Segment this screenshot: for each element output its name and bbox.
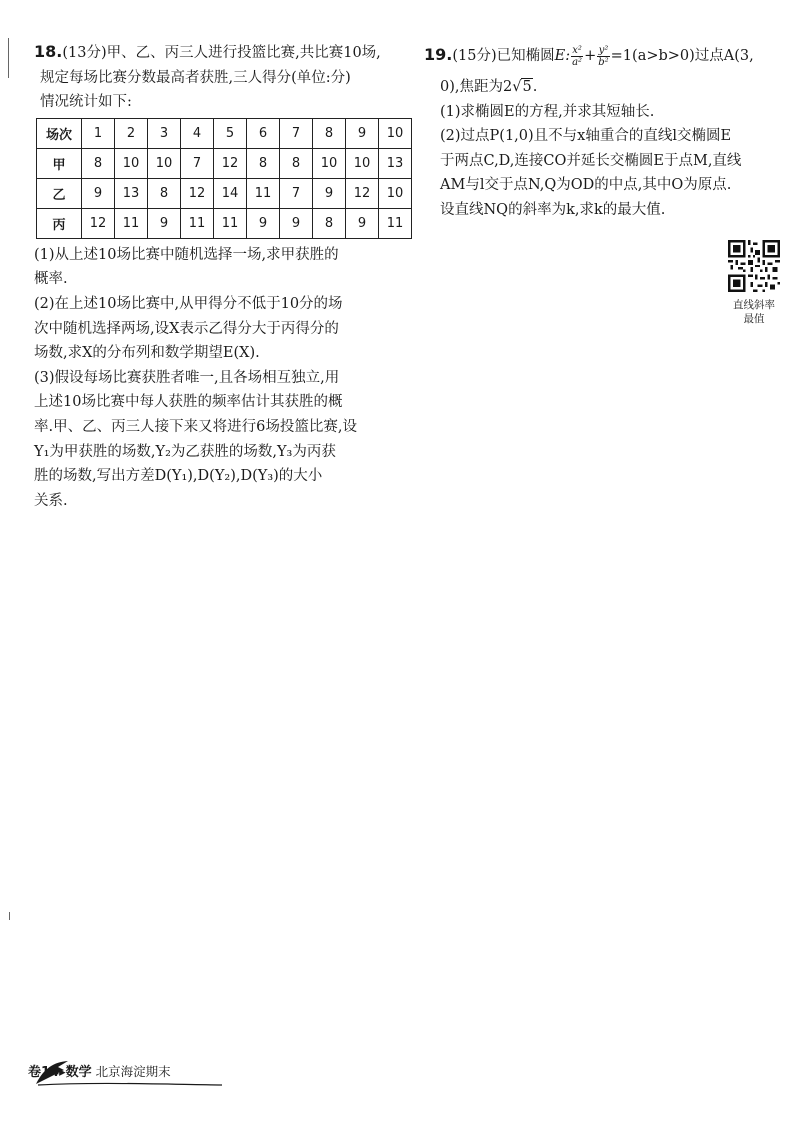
table-cell: 10 bbox=[115, 148, 148, 178]
q18-intro-text-1: (13分)甲、乙、丙三人进行投篮比赛,共比赛10场, bbox=[62, 45, 381, 61]
table-cell: 11 bbox=[379, 208, 412, 238]
table-cell: 2 bbox=[115, 118, 148, 148]
q18-number: 18. bbox=[34, 42, 63, 61]
table-row-label: 甲 bbox=[37, 148, 82, 178]
frac-x2-numerator: x² bbox=[572, 44, 582, 56]
question-19 bbox=[424, 40, 780, 223]
q18-part2-line-1: (2)在上述10场比赛中,从甲得分不低于10分的场 bbox=[34, 295, 343, 312]
table-cell: 9 bbox=[346, 208, 379, 238]
table-cell: 10 bbox=[379, 178, 412, 208]
table-cell: 10 bbox=[346, 148, 379, 178]
table-cell: 6 bbox=[247, 118, 280, 148]
q19-intro-text: (15分)已知椭圆 bbox=[452, 48, 555, 64]
q19-part2-line-2: 于两点C,D,连接CO并延长交椭圆E于点M,直线 bbox=[440, 152, 742, 169]
table-cell: 4 bbox=[181, 118, 214, 148]
q19-ellipse-name: E: bbox=[554, 48, 571, 64]
table-row bbox=[37, 178, 412, 208]
frac-x2-a2 bbox=[571, 45, 583, 68]
q18-part2-line-3: 场数,求X的分布列和数学期望E(X). bbox=[34, 345, 260, 362]
q18-part3-line-3: 率.甲、乙、丙三人接下来又将进行6场投篮比赛,设 bbox=[34, 418, 357, 435]
table-cell: 9 bbox=[148, 208, 181, 238]
table-cell: 9 bbox=[280, 208, 313, 238]
q19-condition-text: =1(a>b>0)过点A(3, bbox=[610, 48, 754, 64]
frac-y2-b2 bbox=[597, 45, 609, 68]
q19-focal-text: 0),焦距为2 bbox=[440, 79, 513, 95]
table-cell: 14 bbox=[214, 178, 247, 208]
q19-part2-line-1: (2)过点P(1,0)且不与x轴重合的直线l交椭圆E bbox=[440, 128, 732, 145]
footer-subject: 卷14▸数学 bbox=[28, 1065, 92, 1080]
table-cell: 9 bbox=[313, 178, 346, 208]
q19-line-1 bbox=[424, 40, 780, 71]
table-cell: 12 bbox=[181, 178, 214, 208]
table-cell: 12 bbox=[346, 178, 379, 208]
q19-part2-line-4: 设直线NQ的斜率为k,求k的最大值. bbox=[440, 201, 666, 218]
q18-part2-line-2: 次中随机选择两场,设X表示乙得分大于丙得分的 bbox=[34, 320, 339, 337]
table-cell: 8 bbox=[82, 148, 115, 178]
qr-code-icon[interactable] bbox=[728, 240, 780, 292]
q19-part2-line-3: AM与l交于点N,Q为OD的中点,其中O为原点. bbox=[440, 177, 732, 194]
table-cell: 9 bbox=[82, 178, 115, 208]
q18-part3-line-1: (3)假设每场比赛获胜者唯一,且各场相互独立,用 bbox=[34, 369, 340, 386]
margin-mark-top bbox=[8, 38, 9, 78]
table-cell: 9 bbox=[346, 118, 379, 148]
q18-part3-line-5: 胜的场数,写出方差D(Y₁),D(Y₂),D(Y₃)的大小 bbox=[34, 468, 323, 485]
table-row-label: 丙 bbox=[37, 208, 82, 238]
table-cell: 8 bbox=[313, 118, 346, 148]
qr-caption bbox=[722, 298, 786, 326]
q18-part3-line-2: 上述10场比赛中每人获胜的频率估计其获胜的概 bbox=[34, 394, 343, 411]
footer-label bbox=[28, 1061, 171, 1080]
q18-part1-line-2: 概率. bbox=[34, 271, 68, 288]
table-row bbox=[37, 148, 412, 178]
table-cell: 9 bbox=[247, 208, 280, 238]
q19-number: 19. bbox=[424, 45, 453, 64]
q18-part3-line-4: Y₁为甲获胜的场数,Y₂为乙获胜的场数,Y₃为丙获 bbox=[34, 443, 336, 460]
frac-a2-denominator: a² bbox=[572, 56, 583, 68]
table-cell: 11 bbox=[115, 208, 148, 238]
q19-period: . bbox=[532, 79, 538, 95]
sqrt-symbol: √ bbox=[512, 79, 522, 95]
sqrt-radicand: 5 bbox=[522, 79, 532, 95]
table-cell: 11 bbox=[214, 208, 247, 238]
frac-y2-numerator: y² bbox=[598, 44, 609, 56]
q18-part1-line-1: (1)从上述10场比赛中随机选择一场,求甲获胜的 bbox=[34, 246, 339, 263]
score-table bbox=[36, 118, 412, 239]
plus-sign: + bbox=[584, 48, 597, 64]
table-cell: 13 bbox=[379, 148, 412, 178]
question-18 bbox=[34, 40, 416, 513]
table-cell: 7 bbox=[280, 178, 313, 208]
table-row bbox=[37, 208, 412, 238]
qr-caption-line-1: 直线斜率 bbox=[733, 299, 775, 311]
q19-line-2 bbox=[424, 75, 780, 100]
table-cell: 10 bbox=[148, 148, 181, 178]
q18-part3-line-6: 关系. bbox=[34, 492, 68, 509]
qr-caption-line-2: 最值 bbox=[743, 313, 765, 325]
frac-b2-denominator: b² bbox=[598, 56, 609, 68]
table-cell: 12 bbox=[82, 208, 115, 238]
table-row-label: 场次 bbox=[37, 118, 82, 148]
table-cell: 11 bbox=[181, 208, 214, 238]
table-cell: 13 bbox=[115, 178, 148, 208]
table-header-row bbox=[37, 118, 412, 148]
table-cell: 7 bbox=[280, 118, 313, 148]
table-cell: 11 bbox=[247, 178, 280, 208]
q18-intro-line-1 bbox=[34, 40, 416, 66]
margin-mark-bottom bbox=[9, 912, 10, 920]
table-cell: 8 bbox=[148, 178, 181, 208]
table-cell: 10 bbox=[379, 118, 412, 148]
table-cell: 12 bbox=[214, 148, 247, 178]
table-cell: 8 bbox=[247, 148, 280, 178]
footer-source: 北京海淀期末 bbox=[95, 1064, 171, 1079]
table-cell: 1 bbox=[82, 118, 115, 148]
table-cell: 10 bbox=[313, 148, 346, 178]
q18-intro-line-3: 情况统计如下: bbox=[40, 94, 132, 111]
q19-part1: (1)求椭圆E的方程,并求其短轴长. bbox=[440, 103, 655, 120]
table-cell: 8 bbox=[313, 208, 346, 238]
q18-intro-line-2: 规定每场比赛分数最高者获胜,三人得分(单位:分) bbox=[40, 69, 351, 86]
table-cell: 7 bbox=[181, 148, 214, 178]
table-cell: 8 bbox=[280, 148, 313, 178]
table-cell: 5 bbox=[214, 118, 247, 148]
table-cell: 3 bbox=[148, 118, 181, 148]
table-row-label: 乙 bbox=[37, 178, 82, 208]
